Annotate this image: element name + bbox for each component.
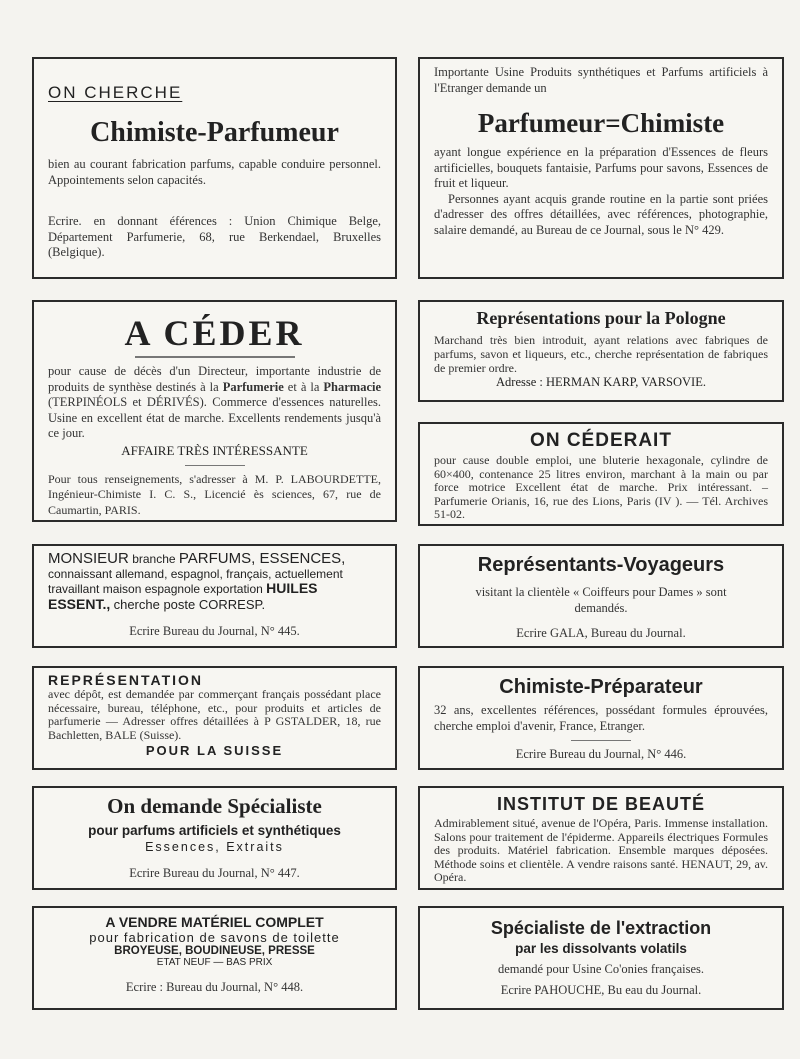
ad-title: ON CÉDERAIT <box>530 430 672 451</box>
body-part: pour cause de décès d'un Directeur, importante industrie de produits de synthèse destinés à la <box>48 364 381 394</box>
ad-on-cederait <box>418 422 784 526</box>
ad-body: avec dépôt, est demandée par commerçant français possédant place nécessaire, bureau, téléphone, etc., pour produits et articles de parfumerie — Adresser offres détaillées à P GSTALDER, 18, rue Bachletten, BALE (Suisse). <box>48 687 381 742</box>
divider <box>135 356 295 358</box>
ad-title: Parfumeur=Chimiste <box>477 108 725 138</box>
ad-specialiste <box>32 786 397 890</box>
ad-contact: Pour tous renseignements, s'adresser à M. P. LABOURDETTE, Ingénieur-Chimiste I. C. S., Licencié ès sciences, 67, rue de Caumartin, PARIS. <box>48 471 381 517</box>
ad-monsieur <box>32 544 397 648</box>
ad-extraction <box>418 906 784 1010</box>
divider <box>185 465 245 466</box>
ad-subtitle-2: Essences, Extraits <box>145 840 284 854</box>
ad-contact: Ecrire : Bureau du Journal, N° 448. <box>125 980 304 994</box>
ad-institut <box>418 786 784 890</box>
ad-title: Représentations pour la Pologne <box>476 308 726 328</box>
ad-line: BROYEUSE, BOUDINEUSE, PRESSE <box>114 945 315 957</box>
ad-title: Représentants-Voyageurs <box>477 554 725 576</box>
ad-contact: Ecrire PAHOUCHE, Bu eau du Journal. <box>500 983 702 997</box>
ad-body: 32 ans, excellentes références, possédant formules éprouvées, cherche emploi d'avenir, France, Etranger. <box>434 703 768 733</box>
ad-address: Adresse : HERMAN KARP, VARSOVIE. <box>496 375 706 389</box>
ad-line: ETAT NEUF — BAS PRIX <box>156 957 273 968</box>
ad-body: bien au courant fabrication parfums, capable conduire personnel. Appointements selon capacités. <box>48 157 381 187</box>
bold-word: HUILES ESSENT., <box>48 580 318 612</box>
ad-parfumeur-chimiste <box>418 57 784 279</box>
ad-body <box>48 364 381 442</box>
ad-affaire: AFFAIRE TRÈS INTÉRESSANTE <box>121 442 308 458</box>
body-part: et à la <box>287 379 320 394</box>
ad-a-vendre <box>32 906 397 1010</box>
ad-pologne <box>418 300 784 402</box>
bold-word: Pharmacie <box>323 379 382 394</box>
ad-title: A CÉDER <box>124 313 305 353</box>
ad-representation <box>32 666 397 770</box>
body-part: connaissant allemand, espagnol, français, actuellement travaillant maison espagnole exportation <box>48 566 343 596</box>
word: PARFUMS, ESSENCES, <box>178 550 346 567</box>
ad-subtitle: par les dissolvants volatils <box>515 941 687 956</box>
ad-body: ayant longue expérience en la préparation d'Essences de fleurs artificielles, bouquets fantaisie, Parfums pour savons, Essences de fruit et liqueur. <box>434 145 768 190</box>
ad-title: On demande Spécialiste <box>107 794 322 818</box>
ad-subtitle: pour parfums artificiels et synthétiques <box>88 823 341 838</box>
ad-contact: Ecrire. en donnant éférences : Union Chimique Belge, Département Parfumerie, 68, rue Berkendael, Bruxelles (Belgique). <box>48 214 381 259</box>
divider <box>571 740 631 741</box>
ad-body: demandé pour Usine Co'onies françaises. <box>497 962 704 976</box>
ad-intro: Importante Usine Produits synthétiques et Parfums artificiels à l'Etranger demande un <box>434 65 768 95</box>
ad-a-ceder <box>32 300 397 522</box>
word: MONSIEUR <box>48 550 129 567</box>
ad-contact: Ecrire Bureau du Journal, N° 447. <box>129 866 300 880</box>
ad-contact: Ecrire Bureau du Journal, N° 446. <box>515 747 687 761</box>
body-part: (TERPINÉOLS et DÉRIVÉS). Commerce d'essences naturelles. Usine en excellent état de marche. Excellents rendements jusqu'à ce jour. <box>48 395 381 440</box>
ad-body-2: Personnes ayant acquis grande routine en la partie sont priées d'adresser des offres détaillées, avec références, photographie, salaire demandé, au Bureau de ce Journal, sous le N° 429. <box>434 191 768 237</box>
ad-contact: Ecrire GALA, Bureau du Journal. <box>516 626 686 640</box>
ad-body: Admirablement situé, avenue de l'Opéra, Paris. Immense installation. Salons pour traitement de l'épiderme. Appareils électriques Formules des produits. Matériel fabrication. Ensemble marques déposées. Méthode soins et clientèle. A vendre raisons santé. HENAUT, 29, av. Opéra. <box>434 816 768 884</box>
ad-header: ON CHERCHE <box>48 83 183 102</box>
ad-title: Chimiste-Parfumeur <box>90 117 339 148</box>
ad-line: pour fabrication de savons de toilette <box>89 930 340 945</box>
body-part: cherche poste CORRESP. <box>113 596 266 612</box>
ad-representants <box>418 544 784 648</box>
ad-chimiste-parfumeur <box>32 57 397 279</box>
word: branche <box>132 552 176 566</box>
ad-title: REPRÉSENTATION <box>48 672 204 688</box>
ad-title: Chimiste-Préparateur <box>499 676 703 698</box>
ad-footer: POUR LA SUISSE <box>145 743 284 758</box>
ad-title: INSTITUT DE BEAUTÉ <box>496 794 705 814</box>
bold-word: Parfumerie <box>222 379 284 394</box>
ad-body: Marchand très bien introduit, ayant relations avec fabriques de parfums, savon et liqueurs, etc., cherche représentation de fabriques de premier ordre. <box>434 333 768 375</box>
ad-chimiste-preparateur <box>418 666 784 770</box>
ad-title: A VENDRE MATÉRIEL COMPLET <box>105 914 324 930</box>
ad-body: pour cause double emploi, une bluterie hexagonale, cylindre de 60×400, contenance 25 litres environ, marchant à la main ou par force motrice Excellent état de marche. Prix intéressant. – Parfumerie Orianis, 16, rue des Lions, Paris (IV ). — Tél. Archives 51-02. <box>434 453 768 521</box>
ad-contact: Ecrire Bureau du Journal, N° 445. <box>129 624 300 638</box>
ad-title: Spécialiste de l'extraction <box>490 918 712 938</box>
ad-body <box>48 552 381 612</box>
ad-body: visitant la clientèle « Coiffeurs pour Dames » sont demandés. <box>475 585 727 615</box>
